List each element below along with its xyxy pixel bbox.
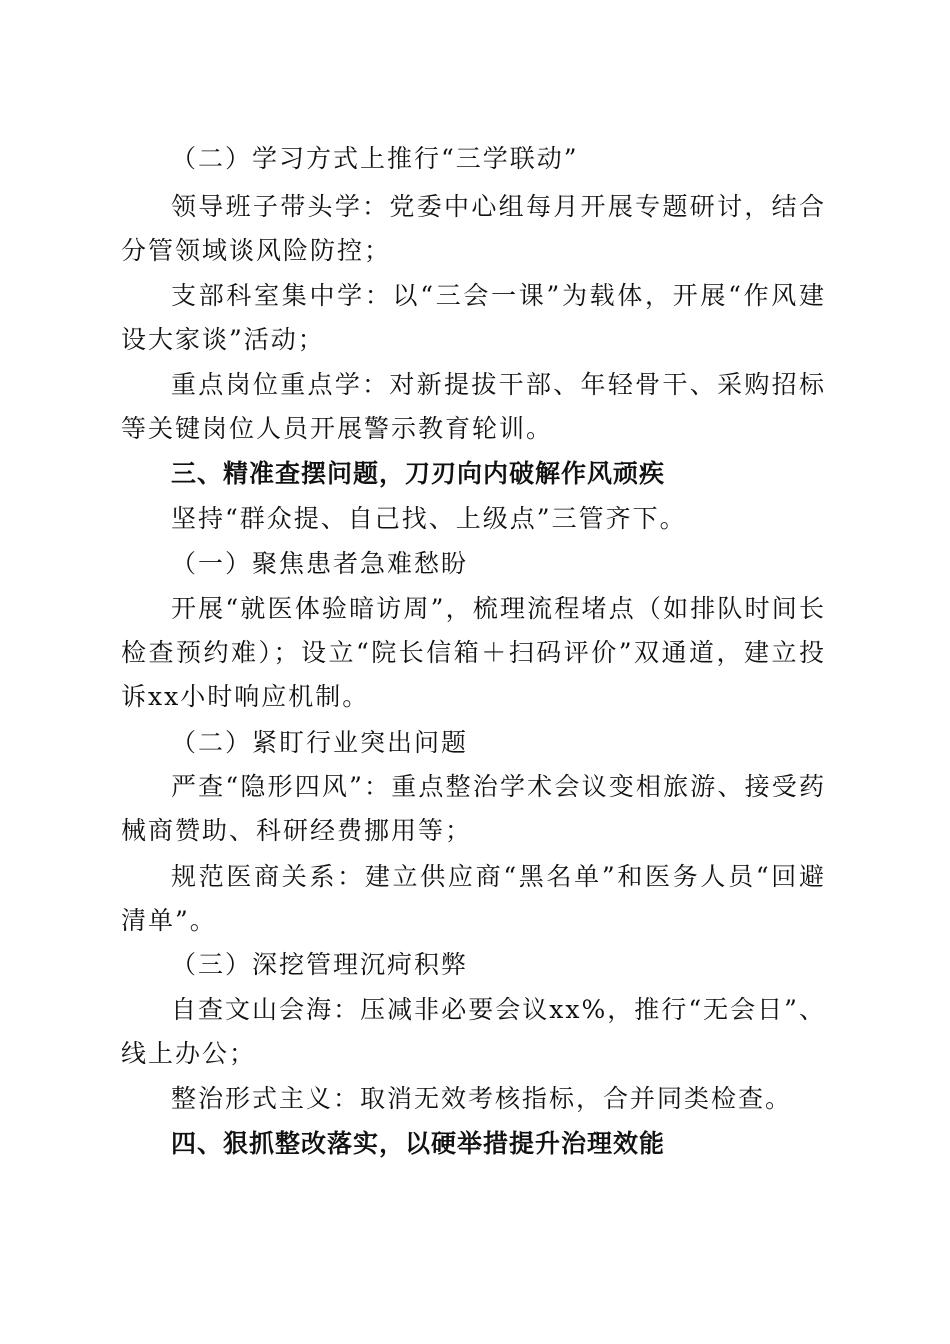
section-heading-three: 三、精准查摆问题，刀刃向内破解作风顽疾 [171,459,666,488]
paragraph-meetings: 自查文山会海：压减非必要会议xx%，推行“无会日”、线上办公； [121,995,826,1068]
subheading-industry-issues: （二）紧盯行业突出问题 [171,728,469,757]
paragraph-visit-week: 开展“就医体验暗访周”，梳理流程堵点（如排队时间长检查预约难）；设立“院长信箱＋扫码评价”双通道，建立投诉xx小时响应机制。 [121,594,826,711]
subheading-management-problems: （三）深挖管理沉疴积弊 [171,950,469,979]
paragraph-branch-study: 支部科室集中学：以“三会一课”为载体，开展“作风建设大家谈”活动； [121,281,826,354]
paragraph-medical-business-relations: 规范医商关系：建立供应商“黑名单”和医务人员“回避清单”。 [121,862,826,935]
paragraph-key-post-study: 重点岗位重点学：对新提拔干部、年轻骨干、采购招标等关键岗位人员开展警示教育轮训。 [121,370,826,443]
subheading-study-method: （二）学习方式上推行“三学联动” [171,144,579,173]
section-heading-four: 四、狠抓整改落实，以硬举措提升治理效能 [171,1129,666,1158]
paragraph-hidden-four-styles: 严查“隐形四风”：重点整治学术会议变相旅游、接受药械商赞助、科研经费挪用等； [121,772,826,845]
subheading-patient-concerns: （一）聚焦患者急难愁盼 [171,549,469,578]
paragraph-three-approaches: 坚持“群众提、自己找、上级点”三管齐下。 [171,504,687,533]
paragraph-leadership-study: 领导班子带头学：党委中心组每月开展专题研讨，结合分管领域谈风险防控； [121,192,826,265]
paragraph-formalism: 整治形式主义：取消无效考核指标，合并同类检查。 [171,1084,793,1113]
